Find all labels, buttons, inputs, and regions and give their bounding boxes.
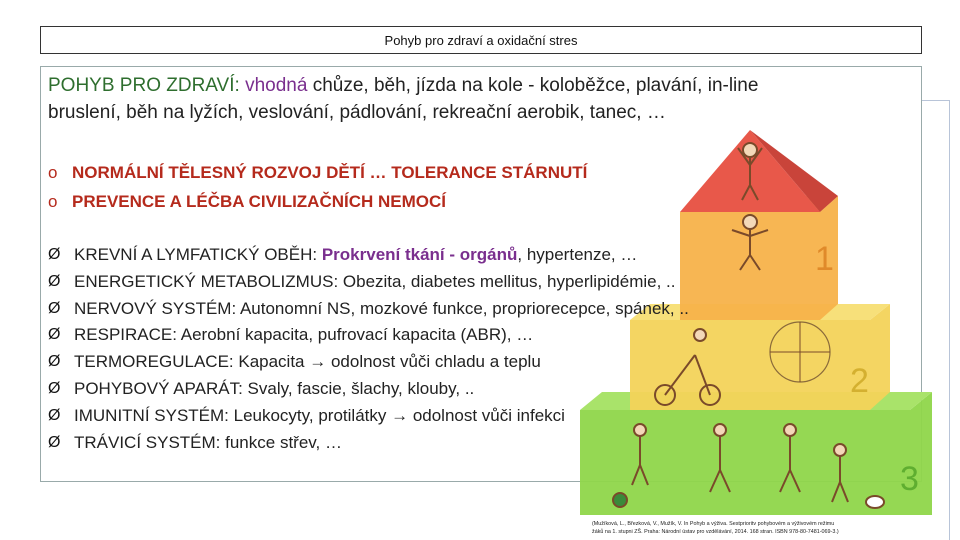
list-item	[48, 269, 868, 296]
key-benefits-list	[48, 158, 748, 216]
arrow-bullet: Ø	[48, 433, 61, 451]
list-item-text: PREVENCE A LÉČBA CIVILIZAČNÍCH NEMOCÍ	[72, 192, 447, 211]
list-item-highlight: Prokrvení tkání - orgánů	[321, 245, 518, 264]
list-item-text: POHYBOVÝ APARÁT: Svaly, fascie, šlachy, klouby, ..	[74, 378, 475, 398]
level-label-1: 1	[815, 240, 834, 278]
source-citation	[592, 520, 932, 536]
body-systems-list	[48, 242, 868, 456]
arrow-bullet: Ø	[48, 379, 61, 397]
list-item	[48, 349, 868, 376]
slide-title-box	[40, 26, 922, 54]
list-item-text: , hypertenze, …	[517, 245, 638, 264]
slide-title: Pohyb pro zdraví a oxidační stres	[384, 32, 578, 48]
list-item-text: NORMÁLNÍ TĚLESNÝ ROZVOJ DĚTÍ … TOLERANCE STÁRNUTÍ	[72, 163, 588, 182]
list-item	[48, 403, 868, 430]
circle-bullet: o	[48, 163, 58, 182]
arrow-bullet: Ø	[48, 299, 61, 317]
arrow-bullet: Ø	[48, 246, 61, 263]
list-item	[48, 242, 868, 269]
intro-text: chůze, běh, jízda na kole - koloběžce, plavání, in-line	[307, 75, 759, 96]
citation-line: (Mužíková, L., Březková, V., Mužík, V. In Pohyb a výživa. Sestprioritv pohybovém a výživovém režimu	[592, 521, 835, 527]
list-item	[48, 376, 868, 403]
list-item-text: TRÁVICÍ SYSTÉM: funkce střev, …	[74, 432, 342, 452]
circle-bullet: o	[48, 192, 58, 211]
list-item	[48, 430, 868, 457]
citation-line: žáků na 1. stupni ZŠ. Praha: Národní ústav pro vzdělávání, 2014. 168 stran. ISBN 978-80-7481-069-3.)	[592, 529, 839, 535]
arrow-bullet: Ø	[48, 272, 61, 290]
list-item-text: IMUNITNÍ SYSTÉM: Leukocyty, protilátky → odolnost vůči infekci	[74, 405, 565, 425]
list-item-text: NERVOVÝ SYSTÉM: Autonomní NS, mozkové funkce, propriorecepce, spánek, ..	[74, 298, 689, 318]
list-item-text: ENERGETICKÝ METABOLIZMUS: Obezita, diabetes mellitus, hyperlipidémie, ..	[74, 271, 676, 291]
arrow-bullet: Ø	[48, 406, 61, 424]
list-item	[48, 322, 868, 349]
list-item	[48, 296, 868, 323]
intro-text-line2: bruslení, běh na lyžích, veslování, pádlování, rekreační aerobik, tanec, …	[48, 102, 666, 123]
intro-paragraph	[48, 72, 908, 126]
level-label-3: 3	[900, 460, 919, 498]
list-item-text: RESPIRACE: Aerobní kapacita, pufrovací kapacita (ABR), …	[74, 325, 534, 345]
list-item	[48, 187, 748, 216]
list-item-text: KREVNÍ A LYMFATICKÝ OBĚH:	[74, 245, 322, 264]
intro-heading: POHYB PRO ZDRAVÍ:	[48, 75, 240, 96]
arrow-bullet: Ø	[48, 353, 61, 371]
decor-line	[922, 100, 950, 101]
arrow-bullet: Ø	[48, 326, 61, 344]
level-label-2: 2	[850, 362, 869, 400]
intro-highlight: vhodná	[245, 75, 308, 96]
list-item-text: TERMOREGULACE: Kapacita → odolnost vůči chladu a teplu	[74, 352, 541, 372]
list-item	[48, 158, 748, 187]
